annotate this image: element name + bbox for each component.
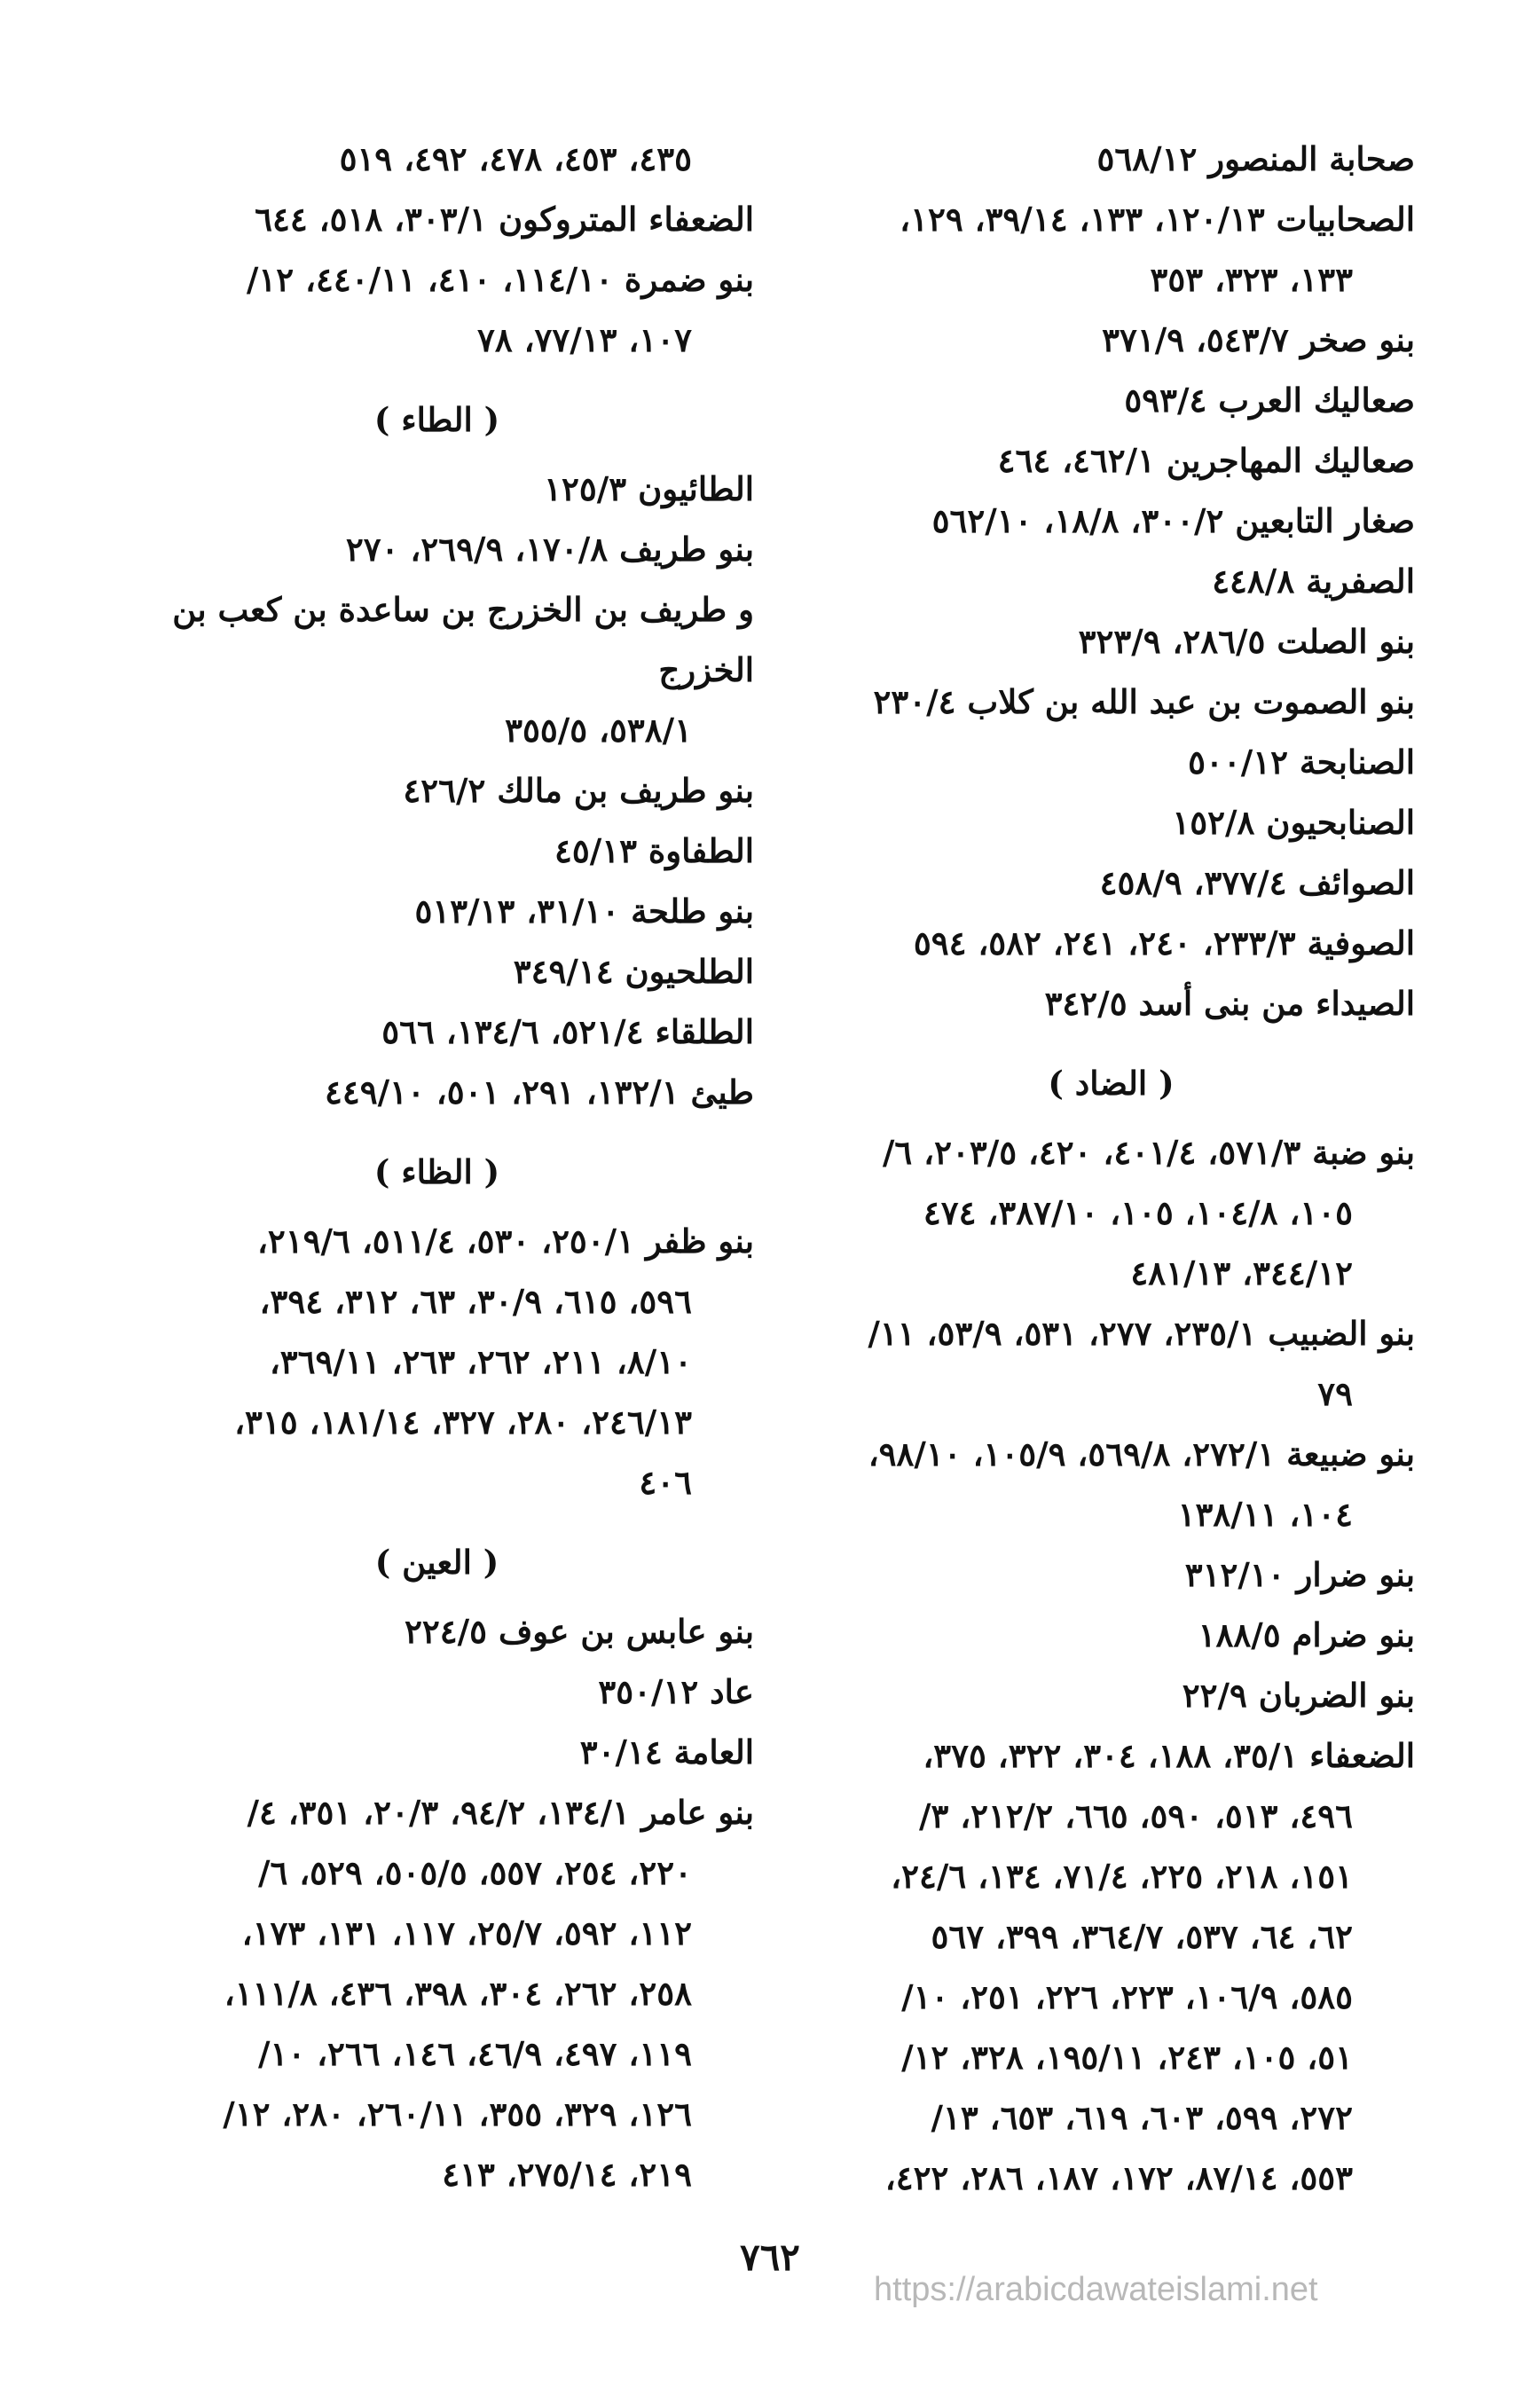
index-entry: الصنابحيون ١٥٢/٨ — [1172, 803, 1415, 842]
index-entry-continuation: ٢٢٠، ٢٥٤، ٥٥٧، ٥٠٥/٥، ٥٢٩، ٦/ — [257, 1853, 692, 1892]
index-entry-continuation: ٧٩ — [1317, 1374, 1353, 1413]
index-entry: بنو ضبة ٥٧١/٣، ٤٠١/٤، ٤٢٠، ٢٠٣/٥، ٦/ — [882, 1133, 1415, 1172]
section-heading-za: ( الظاء ) — [373, 1152, 500, 1191]
index-entry-continuation: ٤٠٦ — [639, 1463, 692, 1502]
index-entry-continuation: ٥٨٥، ١٠٦/٩، ٢٢٣، ٢٢٦، ٢٥١، ١٠/ — [901, 1977, 1353, 2016]
index-entry-continuation: ١٠٤، ١٣٨/١١ — [1177, 1495, 1353, 1534]
index-entry-continuation: ٢٥٨، ٢٦٢، ٣٠٤، ٣٩٨، ٤٣٦، ١١١/٨، — [224, 1974, 692, 2013]
index-entry-continuation: ٥٩٦، ٦١٥، ٣٠/٩، ٦٣، ٣١٢، ٣٩٤، — [259, 1282, 692, 1321]
index-entry: بنو ضمرة ١١٤/١٠، ٤١٠، ٤٤٠/١١، ١٢/ — [246, 260, 754, 299]
section-heading-dad: ( الضاد ) — [1048, 1064, 1175, 1103]
index-entry: صغار التابعين ٣٠٠/٢، ١٨/٨، ٥٦٢/١٠ — [931, 501, 1415, 540]
index-entry: بنو طريف ١٧٠/٨، ٢٦٩/٩، ٢٧٠ — [345, 530, 754, 569]
index-entry-continuation: ٥١، ١٠٥، ٢٤٣، ١٩٥/١١، ٣٢٨، ١٢/ — [901, 2038, 1353, 2077]
index-entry-continuation: ١١٩، ٤٩٧، ٤٦/٩، ١٤٦، ٢٦٦، ١٠/ — [257, 2034, 692, 2073]
index-entry: بنو الضبيب ٢٣٥/١، ٢٧٧، ٥٣١، ٥٣/٩، ١١/ — [868, 1314, 1415, 1353]
index-entry: بنو عابس بن عوف ٢٢٤/٥ — [405, 1612, 754, 1651]
index-entry: الصيداء من بنى أسد ٣٤٢/٥ — [1044, 984, 1415, 1023]
index-entry-continuation: ٥٥٣، ٨٧/١٤، ١٧٢، ١٨٧، ٢٨٦، ٤٢٢، — [884, 2158, 1353, 2197]
index-entry-continuation: ٤٣٥، ٤٥٣، ٤٧٨، ٤٩٢، ٥١٩ — [339, 139, 692, 178]
index-entry: الصحابيات ١٢٠/١٣، ١٣٣، ٣٩/١٤، ١٢٩، — [900, 200, 1415, 239]
index-entry-continuation: ٢٤٦/١٣، ٢٨٠، ٣٢٧، ١٨١/١٤، ٣١٥، — [234, 1402, 692, 1442]
index-entry-continuation: ٨/١٠، ٢١١، ٢٦٢، ٢٦٣، ٣٦٩/١١، — [269, 1342, 692, 1381]
index-entry-continuation: ١٢٦، ٣٢٩، ٣٥٥، ٢٦٠/١١، ٢٨٠، ١٢/ — [223, 2094, 692, 2133]
index-entry: صعاليك المهاجرين ٤٦٢/١، ٤٦٤ — [997, 441, 1415, 480]
index-entry: بنو ضبيعة ٢٧٢/١، ٥٦٩/٨، ١٠٥/٩، ٩٨/١٠، — [868, 1434, 1415, 1473]
index-entry: بنو صخر ٥٤٣/٧، ٣٧١/٩ — [1102, 320, 1415, 359]
index-entry: و طريف بن الخزرج بن ساعدة بن كعب بن الخزرج — [172, 590, 754, 689]
index-entry: بنو ظفر ٢٥٠/١، ٥٣٠، ٥١١/٤، ٢١٩/٦، — [256, 1222, 754, 1261]
index-entry: بنو الصموت بن عبد الله بن كلاب ٢٣٠/٤ — [873, 682, 1415, 721]
section-heading-ain: ( العين ) — [374, 1543, 499, 1582]
index-entry: بنو ضرار ٣١٢/١٠ — [1184, 1555, 1415, 1594]
index-entry: الضعفاء ٣٥/١، ١٨٨، ٣٠٤، ٣٢٢، ٣٧٥، — [923, 1736, 1415, 1775]
index-entry: الطلقاء ٥٢١/٤، ١٣٤/٦، ٥٦٦ — [381, 1012, 754, 1051]
index-entry: بنو ضرام ١٨٨/٥ — [1198, 1615, 1415, 1654]
index-entry-continuation: ١٣٣، ٣٢٣، ٣٥٣ — [1150, 260, 1353, 299]
index-entry-continuation: ١٥١، ٢١٨، ٢٢٥، ٧١/٤، ١٣٤، ٢٤/٦، — [891, 1857, 1353, 1896]
watermark-url: https://arabicdawateislami.net — [874, 2271, 1318, 2308]
index-entry: طيئ ١٣٢/١، ٢٩١، ٥٠١، ٤٤٩/١٠ — [325, 1072, 754, 1112]
index-entry-continuation: ١٠٧، ٧٧/١٣، ٧٨ — [476, 320, 692, 359]
page-number: ٧٦٢ — [740, 2235, 800, 2279]
index-entry: بنو طلحة ٣١/١٠، ٥١٣/١٣ — [414, 892, 754, 931]
index-entry: الصنابحة ٥٠٠/١٢ — [1188, 742, 1415, 782]
index-entry: بنو طريف بن مالك ٤٢٦/٢ — [403, 771, 754, 810]
index-column-right — [807, 129, 1415, 2208]
index-entry: الطائيون ١٢٥/٣ — [544, 469, 754, 508]
index-entry-continuation: ٢٧٢، ٥٩٩، ٦٠٣، ٦١٩، ٦٥٣، ١٣/ — [931, 2098, 1353, 2137]
index-entry: بنو عامر ١٣٤/١، ٩٤/٢، ٢٠/٣، ٣٥١، ٤/ — [247, 1793, 754, 1832]
index-column-left — [120, 129, 754, 2204]
index-entry-continuation: ٣٤٤/١٢، ٤٨١/١٣ — [1130, 1253, 1353, 1292]
index-entry-continuation: ١٠٥، ١٠٤/٨، ١٠٥، ٣٨٧/١٠، ٤٧٤ — [923, 1193, 1353, 1232]
index-entry: صحابة المنصور ٥٦٨/١٢ — [1096, 139, 1415, 178]
section-heading-ta: ( الطاء ) — [373, 400, 500, 439]
index-entry: عاد ٣٥٠/١٢ — [598, 1672, 754, 1711]
index-entry-continuation: ٦٢، ٦٤، ٥٣٧، ٣٦٤/٧، ٣٩٩، ٥٦٧ — [931, 1917, 1353, 1956]
index-entry: صعاليك العرب ٥٩٣/٤ — [1124, 381, 1415, 420]
index-entry: الصفرية ٤٤٨/٨ — [1212, 562, 1415, 601]
index-entry: بنو الضربان ٢٢/٩ — [1182, 1676, 1415, 1715]
index-entry: بنو الصلت ٢٨٦/٥، ٣٢٣/٩ — [1078, 622, 1415, 661]
index-entry-continuation: ١١٢، ٥٩٢، ٢٥/٧، ١١٧، ١٣١، ١٧٣، — [241, 1913, 692, 1952]
index-entry: الصوائف ٣٧٧/٤، ٤٥٨/٩ — [1099, 863, 1415, 902]
index-entry: الضعفاء المتروكون ٣٠٣/١، ٥١٨، ٦٤٤ — [255, 200, 754, 239]
index-entry: العامة ٣٠/١٤ — [579, 1732, 754, 1772]
index-entry-continuation: ٤٩٦، ٥١٣، ٥٩٠، ٦٦٥، ٢١٢/٢، ٣/ — [918, 1796, 1353, 1835]
index-entry: الصوفية ٢٣٣/٣، ٢٤٠، ٢٤١، ٥٨٢، ٥٩٤ — [913, 923, 1415, 962]
index-entry-continuation: ٥٣٨/١، ٣٥٥/٥ — [505, 711, 692, 750]
index-entry-continuation: ٢١٩، ٢٧٥/١٤، ٤١٣ — [442, 2155, 692, 2194]
index-entry: الطلحيون ٣٤٩/١٤ — [513, 952, 754, 991]
index-entry: الطفاوة ٤٥/١٣ — [554, 831, 754, 870]
